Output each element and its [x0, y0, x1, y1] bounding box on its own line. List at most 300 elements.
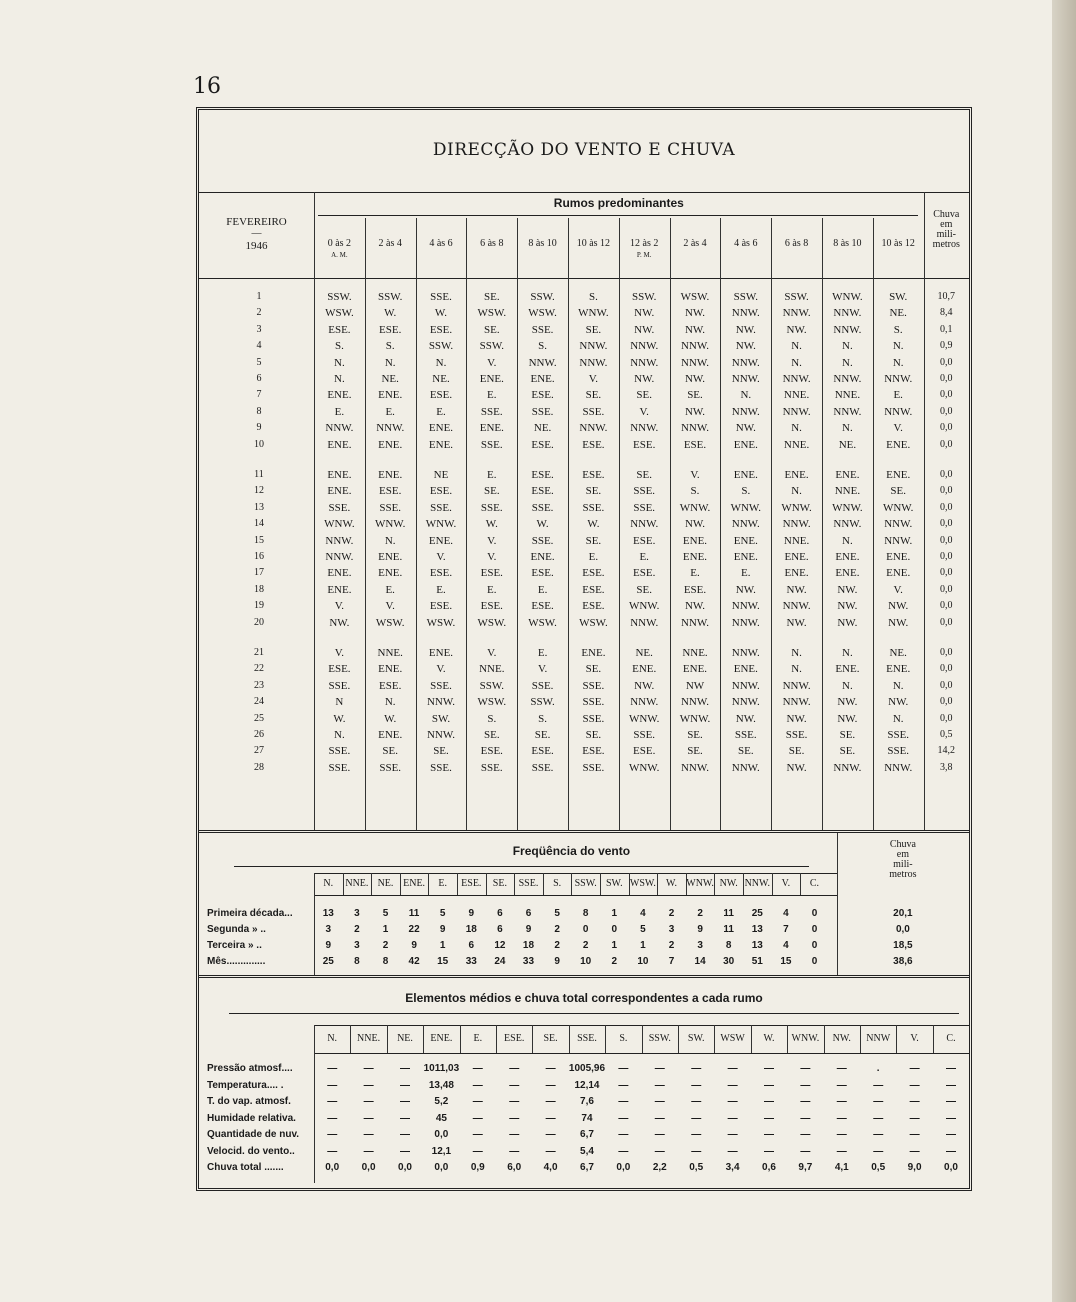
- wind-direction-cell: NNW.: [782, 600, 811, 613]
- wind-direction-cell: NW.: [684, 307, 706, 320]
- frequency-value: 13: [751, 940, 763, 951]
- wind-direction-cell: V.: [436, 551, 446, 563]
- wind-direction-cell: SE.: [483, 729, 500, 741]
- wind-direction-cell: NNW.: [731, 679, 760, 692]
- wind-direction-cell: SSE.: [887, 745, 910, 758]
- wind-direction-cell: ENE.: [327, 438, 352, 451]
- day-number: 17: [254, 567, 264, 579]
- elements-value: —: [327, 1129, 338, 1140]
- wind-direction-cell: ENE.: [682, 663, 708, 676]
- frequency-value: 13: [322, 908, 334, 919]
- elements-value: 0,0: [325, 1162, 340, 1173]
- elements-value: 13,48: [428, 1079, 454, 1091]
- elements-value: —: [509, 1112, 520, 1124]
- wind-direction-cell: V.: [436, 663, 446, 676]
- wind-direction-cell: N.: [334, 729, 345, 741]
- frequency-column-header: NE.: [377, 878, 394, 889]
- elements-value: —: [472, 1096, 483, 1107]
- wind-direction-cell: V.: [893, 583, 903, 596]
- wind-direction-cell: W.: [434, 307, 448, 320]
- day-number: 18: [254, 583, 264, 595]
- day-number: 16: [254, 551, 264, 562]
- elements-column-header: NNW: [866, 1033, 891, 1044]
- frequency-value: 2: [668, 940, 675, 951]
- wind-direction-cell: V.: [487, 356, 497, 369]
- frequency-value: 15: [437, 956, 449, 967]
- wind-direction-cell: V.: [639, 405, 649, 418]
- wind-direction-cell: V.: [487, 534, 497, 547]
- frequency-column-header: ENE.: [403, 878, 426, 889]
- frequency-value: 14: [694, 956, 706, 967]
- wind-direction-cell: ENE.: [378, 567, 403, 580]
- wind-direction-cell: WSW.: [375, 616, 405, 629]
- wind-direction-cell: NNW.: [680, 761, 709, 774]
- elements-value: —: [800, 1145, 811, 1157]
- wind-direction-cell: ESE.: [379, 679, 402, 692]
- wind-direction-cell: ENE.: [835, 663, 860, 676]
- wind-direction-cell: NNW.: [731, 647, 760, 659]
- elements-value: —: [836, 1129, 847, 1140]
- frequency-column-header: SSE.: [518, 878, 539, 889]
- frequency-rain-header: Chuva: [889, 839, 916, 850]
- elements-value: 0,0: [434, 1162, 449, 1173]
- wind-direction-cell: V.: [334, 647, 345, 659]
- elements-value: —: [618, 1129, 629, 1140]
- elements-value: —: [873, 1129, 884, 1140]
- wind-direction-cell: ESE.: [531, 600, 554, 613]
- table-frame: [196, 107, 972, 1191]
- elements-value: —: [909, 1063, 920, 1074]
- wind-direction-cell: ESE.: [683, 583, 707, 596]
- wind-direction-cell: V.: [487, 551, 497, 563]
- frequency-rain-header: metros: [889, 869, 917, 880]
- wind-direction-cell: ENE.: [886, 567, 911, 580]
- wind-direction-cell: SSW.: [733, 291, 758, 303]
- wind-direction-cell: SE.: [534, 729, 551, 741]
- wind-direction-cell: NW.: [837, 583, 858, 596]
- row-header-dash: —: [251, 228, 262, 239]
- wind-direction-cell: N.: [384, 534, 396, 547]
- time-column-header: 6 às 8: [784, 238, 809, 249]
- wind-direction-cell: NW.: [684, 518, 706, 531]
- day-number: 5: [256, 356, 262, 368]
- wind-direction-cell: NW.: [684, 405, 706, 418]
- elements-value: —: [509, 1096, 520, 1107]
- elements-value: —: [654, 1096, 665, 1107]
- frequency-rain-header: mili-: [893, 859, 913, 870]
- wind-direction-cell: SW.: [431, 712, 451, 725]
- day-number: 1: [256, 291, 262, 302]
- frequency-value: 5: [554, 908, 560, 919]
- elements-value: —: [909, 1096, 920, 1107]
- frequency-title: Freqüência do vento: [512, 844, 631, 858]
- elements-value: 74: [581, 1112, 593, 1124]
- wind-direction-cell: SSE.: [531, 534, 554, 547]
- frequency-value: 30: [723, 956, 735, 967]
- elements-column-header: NNE.: [357, 1033, 381, 1044]
- frequency-header-underline: [234, 866, 809, 867]
- rain-value: 0,1: [940, 323, 953, 335]
- wind-direction-cell: NW.: [837, 616, 858, 629]
- rain-value: 0,0: [940, 712, 953, 724]
- frequency-value: 1: [640, 940, 646, 951]
- frequency-value: 10: [580, 956, 592, 967]
- wind-direction-cell: E.: [741, 567, 751, 580]
- wind-direction-cell: N.: [791, 663, 802, 676]
- wind-direction-cell: ESE.: [379, 323, 402, 336]
- wind-direction-cell: ENE.: [632, 663, 657, 676]
- wind-direction-cell: E.: [893, 389, 903, 402]
- wind-direction-cell: ESE.: [429, 389, 453, 402]
- frequency-value: 33: [465, 956, 477, 967]
- frequency-value: 0: [811, 940, 818, 951]
- day-number: 19: [254, 600, 264, 612]
- wind-direction-cell: NE.: [838, 438, 857, 451]
- wind-direction-cell: NE.: [635, 647, 653, 659]
- wind-direction-cell: N.: [435, 356, 447, 369]
- wind-direction-cell: NE.: [889, 647, 907, 659]
- elements-value: —: [618, 1079, 629, 1091]
- elements-value: —: [945, 1063, 956, 1074]
- wind-direction-cell: E.: [436, 583, 446, 596]
- frequency-value: 7: [783, 924, 789, 935]
- wind-direction-cell: SE.: [687, 389, 703, 402]
- frequency-value: 6: [497, 908, 503, 919]
- elements-value: —: [909, 1129, 920, 1140]
- wind-direction-cell: NNE.: [783, 389, 810, 402]
- wind-direction-cell: SSW.: [327, 291, 352, 303]
- wind-direction-cell: NNW.: [833, 761, 862, 774]
- wind-direction-cell: SE.: [636, 469, 652, 481]
- row-header-month: FEVEREIRO: [226, 216, 287, 228]
- elements-value: —: [800, 1079, 811, 1091]
- wind-direction-cell: SE.: [839, 729, 856, 741]
- frequency-value: 9: [325, 940, 332, 951]
- wind-direction-cell: ENE.: [886, 551, 911, 563]
- elements-value: 12,1: [431, 1145, 452, 1157]
- rain-value: 0,0: [940, 373, 953, 384]
- wind-direction-cell: NNW.: [731, 307, 760, 320]
- frequency-value: 11: [723, 908, 734, 919]
- wind-direction-cell: WSW.: [426, 616, 456, 629]
- wind-direction-cell: NNW.: [833, 373, 862, 385]
- wind-direction-cell: ESE.: [531, 389, 554, 402]
- frequency-value: 8: [582, 908, 589, 919]
- elements-value: —: [873, 1079, 884, 1091]
- rain-value: 0,5: [940, 729, 953, 740]
- frequency-column-header-top: [314, 873, 837, 874]
- wind-direction-cell: NNW.: [680, 616, 709, 629]
- elements-value: —: [873, 1145, 884, 1157]
- elements-value: —: [509, 1063, 520, 1074]
- wind-direction-cell: NNW.: [630, 340, 659, 353]
- wind-direction-cell: ENE.: [428, 534, 454, 547]
- wind-direction-cell: E.: [537, 647, 548, 659]
- wind-direction-cell: N.: [740, 389, 752, 402]
- frequency-value: 9: [525, 924, 532, 935]
- wind-direction-cell: SSE.: [430, 501, 452, 514]
- wind-direction-cell: SE.: [737, 745, 754, 758]
- elements-value: 0,5: [871, 1162, 886, 1173]
- elements-column-header: SSW.: [648, 1033, 671, 1044]
- wind-direction-cell: NW.: [634, 373, 655, 385]
- rain-header: em: [940, 219, 953, 230]
- frequency-value: 24: [494, 956, 506, 967]
- wind-direction-cell: N.: [842, 679, 853, 692]
- elements-value: —: [545, 1129, 556, 1140]
- wind-direction-cell: NNW.: [833, 307, 862, 320]
- wind-direction-cell: SE.: [585, 389, 602, 402]
- elements-column-header: NE.: [397, 1033, 413, 1044]
- wind-direction-cell: NNW.: [884, 534, 913, 547]
- wind-direction-cell: SSE.: [430, 291, 452, 303]
- day-number: 8: [256, 405, 262, 417]
- frequency-value: 8: [382, 956, 389, 967]
- wind-direction-cell: NNW.: [782, 696, 811, 709]
- wind-direction-cell: E.: [487, 389, 497, 402]
- day-number: 4: [256, 340, 262, 352]
- frequency-rain-header: em: [896, 849, 909, 860]
- frequency-value: 9: [468, 908, 475, 919]
- wind-direction-cell: NW.: [786, 616, 807, 629]
- wind-direction-cell: ENE.: [327, 469, 352, 481]
- wind-direction-cell: NNW.: [833, 518, 862, 531]
- elements-value: 2,2: [652, 1162, 667, 1173]
- wind-direction-cell: SE.: [636, 389, 652, 402]
- wind-direction-cell: NNW.: [782, 373, 811, 385]
- elements-column-header: ESE.: [504, 1033, 525, 1044]
- wind-direction-cell: S.: [538, 712, 548, 725]
- wind-direction-cell: ESE.: [531, 745, 554, 758]
- wind-direction-cell: NNW.: [579, 422, 608, 435]
- wind-direction-cell: NNW.: [680, 356, 709, 369]
- rain-value: 8,4: [940, 307, 953, 319]
- rain-value: 0,0: [940, 405, 953, 417]
- elements-value: —: [909, 1145, 920, 1157]
- wind-direction-cell: ENE.: [378, 469, 403, 481]
- wind-direction-cell: SSE.: [379, 501, 402, 514]
- frequency-column-header: WSW.: [629, 878, 656, 889]
- wind-direction-cell: WNW.: [832, 501, 863, 514]
- wind-direction-cell: ENE.: [784, 567, 809, 580]
- wind-direction-cell: N.: [384, 696, 396, 709]
- rain-value: 14,2: [937, 745, 956, 757]
- wind-direction-cell: N.: [842, 647, 853, 659]
- elements-value: 0,9: [470, 1162, 485, 1173]
- wind-direction-cell: SSE.: [531, 323, 554, 336]
- wind-direction-cell: NNW.: [731, 600, 760, 613]
- elements-column-header: SE.: [543, 1033, 558, 1044]
- elements-value: —: [763, 1112, 774, 1124]
- wind-direction-cell: WNW.: [324, 518, 355, 531]
- elements-value: —: [763, 1145, 774, 1157]
- elements-column-header: V.: [910, 1033, 919, 1044]
- elements-column-header-bottom: [314, 1053, 969, 1054]
- day-number: 26: [254, 729, 264, 740]
- day-number: 20: [254, 616, 264, 628]
- frequency-value: 5: [640, 924, 646, 935]
- wind-direction-cell: NNW.: [833, 323, 862, 336]
- frequency-value: 2: [554, 924, 560, 935]
- wind-direction-cell: W.: [587, 518, 600, 531]
- frequency-value: 3: [325, 924, 332, 935]
- wind-direction-cell: E.: [385, 405, 395, 418]
- elements-value: 0,0: [361, 1162, 376, 1173]
- elements-value: —: [363, 1079, 374, 1091]
- wind-direction-cell: NW.: [329, 616, 350, 629]
- frequency-value: 1: [382, 924, 389, 935]
- wind-direction-cell: SSE.: [734, 729, 757, 741]
- elements-column-header: C.: [946, 1033, 956, 1044]
- wind-direction-cell: ENE.: [428, 422, 454, 435]
- wind-direction-cell: SSW.: [479, 679, 504, 692]
- elements-value: —: [472, 1145, 483, 1157]
- frequency-rain-value: 20,1: [893, 908, 913, 919]
- elements-value: —: [691, 1096, 702, 1107]
- wind-direction-cell: S.: [538, 340, 548, 353]
- rain-value: 3,8: [940, 761, 953, 773]
- frequency-column-header: W.: [665, 878, 677, 889]
- wind-direction-cell: NW.: [735, 583, 756, 596]
- wind-direction-cell: WSW.: [579, 616, 608, 629]
- elements-value: —: [727, 1063, 738, 1074]
- wind-direction-cell: V.: [588, 373, 599, 385]
- wind-direction-cell: WNW.: [628, 761, 660, 774]
- wind-direction-cell: NNW.: [426, 729, 455, 741]
- wind-direction-cell: ESE.: [328, 663, 351, 676]
- time-column-header-period: A. M.: [331, 251, 348, 259]
- wind-direction-cell: ENE.: [378, 663, 403, 676]
- elements-row-label: Velocid. do vento..: [207, 1145, 295, 1157]
- rain-value: 0,0: [940, 469, 953, 480]
- frequency-column-header: SW.: [606, 878, 623, 889]
- wind-direction-cell: SSE.: [582, 405, 605, 418]
- book-spine: [1052, 0, 1076, 1302]
- wind-direction-cell: SE.: [433, 745, 449, 758]
- wind-direction-cell: SSE.: [480, 501, 503, 514]
- elements-value: —: [545, 1063, 556, 1074]
- frequency-value: 22: [408, 924, 420, 935]
- wind-direction-cell: NNW.: [325, 422, 354, 435]
- frequency-value: 11: [408, 908, 420, 919]
- wind-direction-cell: SE.: [636, 583, 652, 596]
- elements-value: —: [618, 1063, 629, 1074]
- wind-direction-cell: SW.: [889, 291, 908, 303]
- rain-value: 10,7: [937, 291, 956, 302]
- rain-value: 0,0: [940, 389, 953, 401]
- wind-direction-cell: SSW.: [479, 340, 504, 353]
- wind-direction-cell: NNW.: [731, 616, 760, 629]
- wind-direction-cell: SSE.: [531, 501, 554, 514]
- elements-value: —: [327, 1112, 338, 1124]
- wind-direction-cell: NNW.: [731, 373, 760, 385]
- elements-value: —: [618, 1112, 629, 1124]
- wind-direction-cell: SSE.: [633, 501, 656, 514]
- wind-direction-cell: ENE.: [327, 485, 352, 498]
- frequency-column-header: NW.: [719, 878, 738, 889]
- wind-direction-cell: ENE.: [886, 438, 911, 451]
- wind-direction-cell: WNW.: [882, 501, 914, 514]
- wind-direction-cell: NNW.: [731, 696, 760, 709]
- wind-direction-cell: N.: [842, 422, 853, 435]
- wind-direction-cell: SSE.: [633, 485, 656, 498]
- elements-value: 1005,96: [568, 1063, 606, 1074]
- wind-direction-cell: ENE.: [327, 389, 352, 402]
- elements-row-label: T. do vap. atmosf.: [207, 1096, 291, 1107]
- wind-direction-cell: N.: [892, 356, 904, 369]
- wind-direction-cell: NNW.: [630, 518, 659, 531]
- wind-direction-cell: NNE.: [682, 647, 708, 659]
- elements-value: 4,1: [834, 1162, 849, 1173]
- elements-value: —: [691, 1129, 702, 1140]
- time-column-header: 8 às 10: [528, 238, 557, 249]
- wind-direction-cell: SSE.: [480, 761, 503, 774]
- frequency-rain-value: 0,0: [895, 924, 910, 935]
- wind-direction-cell: ESE.: [429, 485, 453, 498]
- wind-direction-cell: S.: [741, 485, 751, 498]
- wind-direction-cell: NNW.: [630, 616, 659, 629]
- wind-direction-cell: NW.: [786, 323, 807, 336]
- wind-direction-cell: NW.: [684, 373, 706, 385]
- elements-value: —: [763, 1096, 774, 1107]
- elements-value: —: [945, 1079, 956, 1091]
- day-number: 21: [254, 647, 264, 658]
- elements-header-underline: [229, 1013, 959, 1014]
- elements-value: 1011,03: [423, 1063, 460, 1074]
- wind-direction-cell: ENE.: [835, 551, 860, 563]
- elements-value: 5,4: [580, 1145, 594, 1157]
- wind-direction-cell: N.: [842, 534, 853, 547]
- wind-direction-cell: ENE.: [479, 373, 504, 385]
- wind-direction-cell: W.: [384, 307, 397, 320]
- wind-direction-cell: N.: [892, 712, 904, 725]
- wind-direction-cell: NNW.: [680, 422, 709, 435]
- time-column-header: 2 às 4: [378, 238, 402, 249]
- frequency-column-header-bottom: [314, 895, 837, 896]
- wind-direction-cell: NNW.: [376, 422, 405, 435]
- wind-direction-cell: N.: [842, 356, 853, 369]
- elements-value: —: [399, 1145, 410, 1157]
- wind-direction-cell: WSW.: [477, 307, 507, 320]
- wind-direction-cell: NNW.: [731, 405, 760, 418]
- frequency-column-header: NNE.: [345, 878, 369, 889]
- time-column-header: 10 às 12: [881, 238, 915, 249]
- elements-value: —: [654, 1063, 665, 1074]
- wind-direction-cell: NW.: [888, 600, 909, 613]
- elements-value: 9,7: [798, 1162, 813, 1173]
- wind-direction-cell: NNE.: [834, 389, 861, 402]
- elements-value: —: [945, 1129, 956, 1140]
- wind-direction-cell: NNW.: [426, 696, 455, 709]
- elements-value: —: [836, 1096, 847, 1107]
- wind-direction-cell: SE.: [890, 485, 906, 498]
- wind-direction-cell: SSE.: [480, 438, 503, 451]
- day-number: 11: [254, 469, 264, 480]
- wind-direction-cell: ENE.: [428, 647, 454, 659]
- elements-column-header: SW.: [687, 1033, 705, 1044]
- wind-direction-cell: ENE.: [378, 389, 403, 402]
- day-number: 12: [254, 485, 264, 497]
- wind-direction-cell: ESE.: [429, 600, 453, 613]
- rain-value: 0,0: [940, 647, 953, 658]
- wind-direction-cell: S.: [893, 323, 903, 336]
- elements-value: .: [876, 1063, 880, 1074]
- frequency-column-header: S.: [553, 878, 562, 889]
- elements-value: —: [509, 1129, 520, 1140]
- wind-direction-cell: SSE.: [582, 679, 605, 692]
- day-number: 10: [254, 438, 264, 450]
- wind-direction-cell: SSE.: [430, 761, 452, 774]
